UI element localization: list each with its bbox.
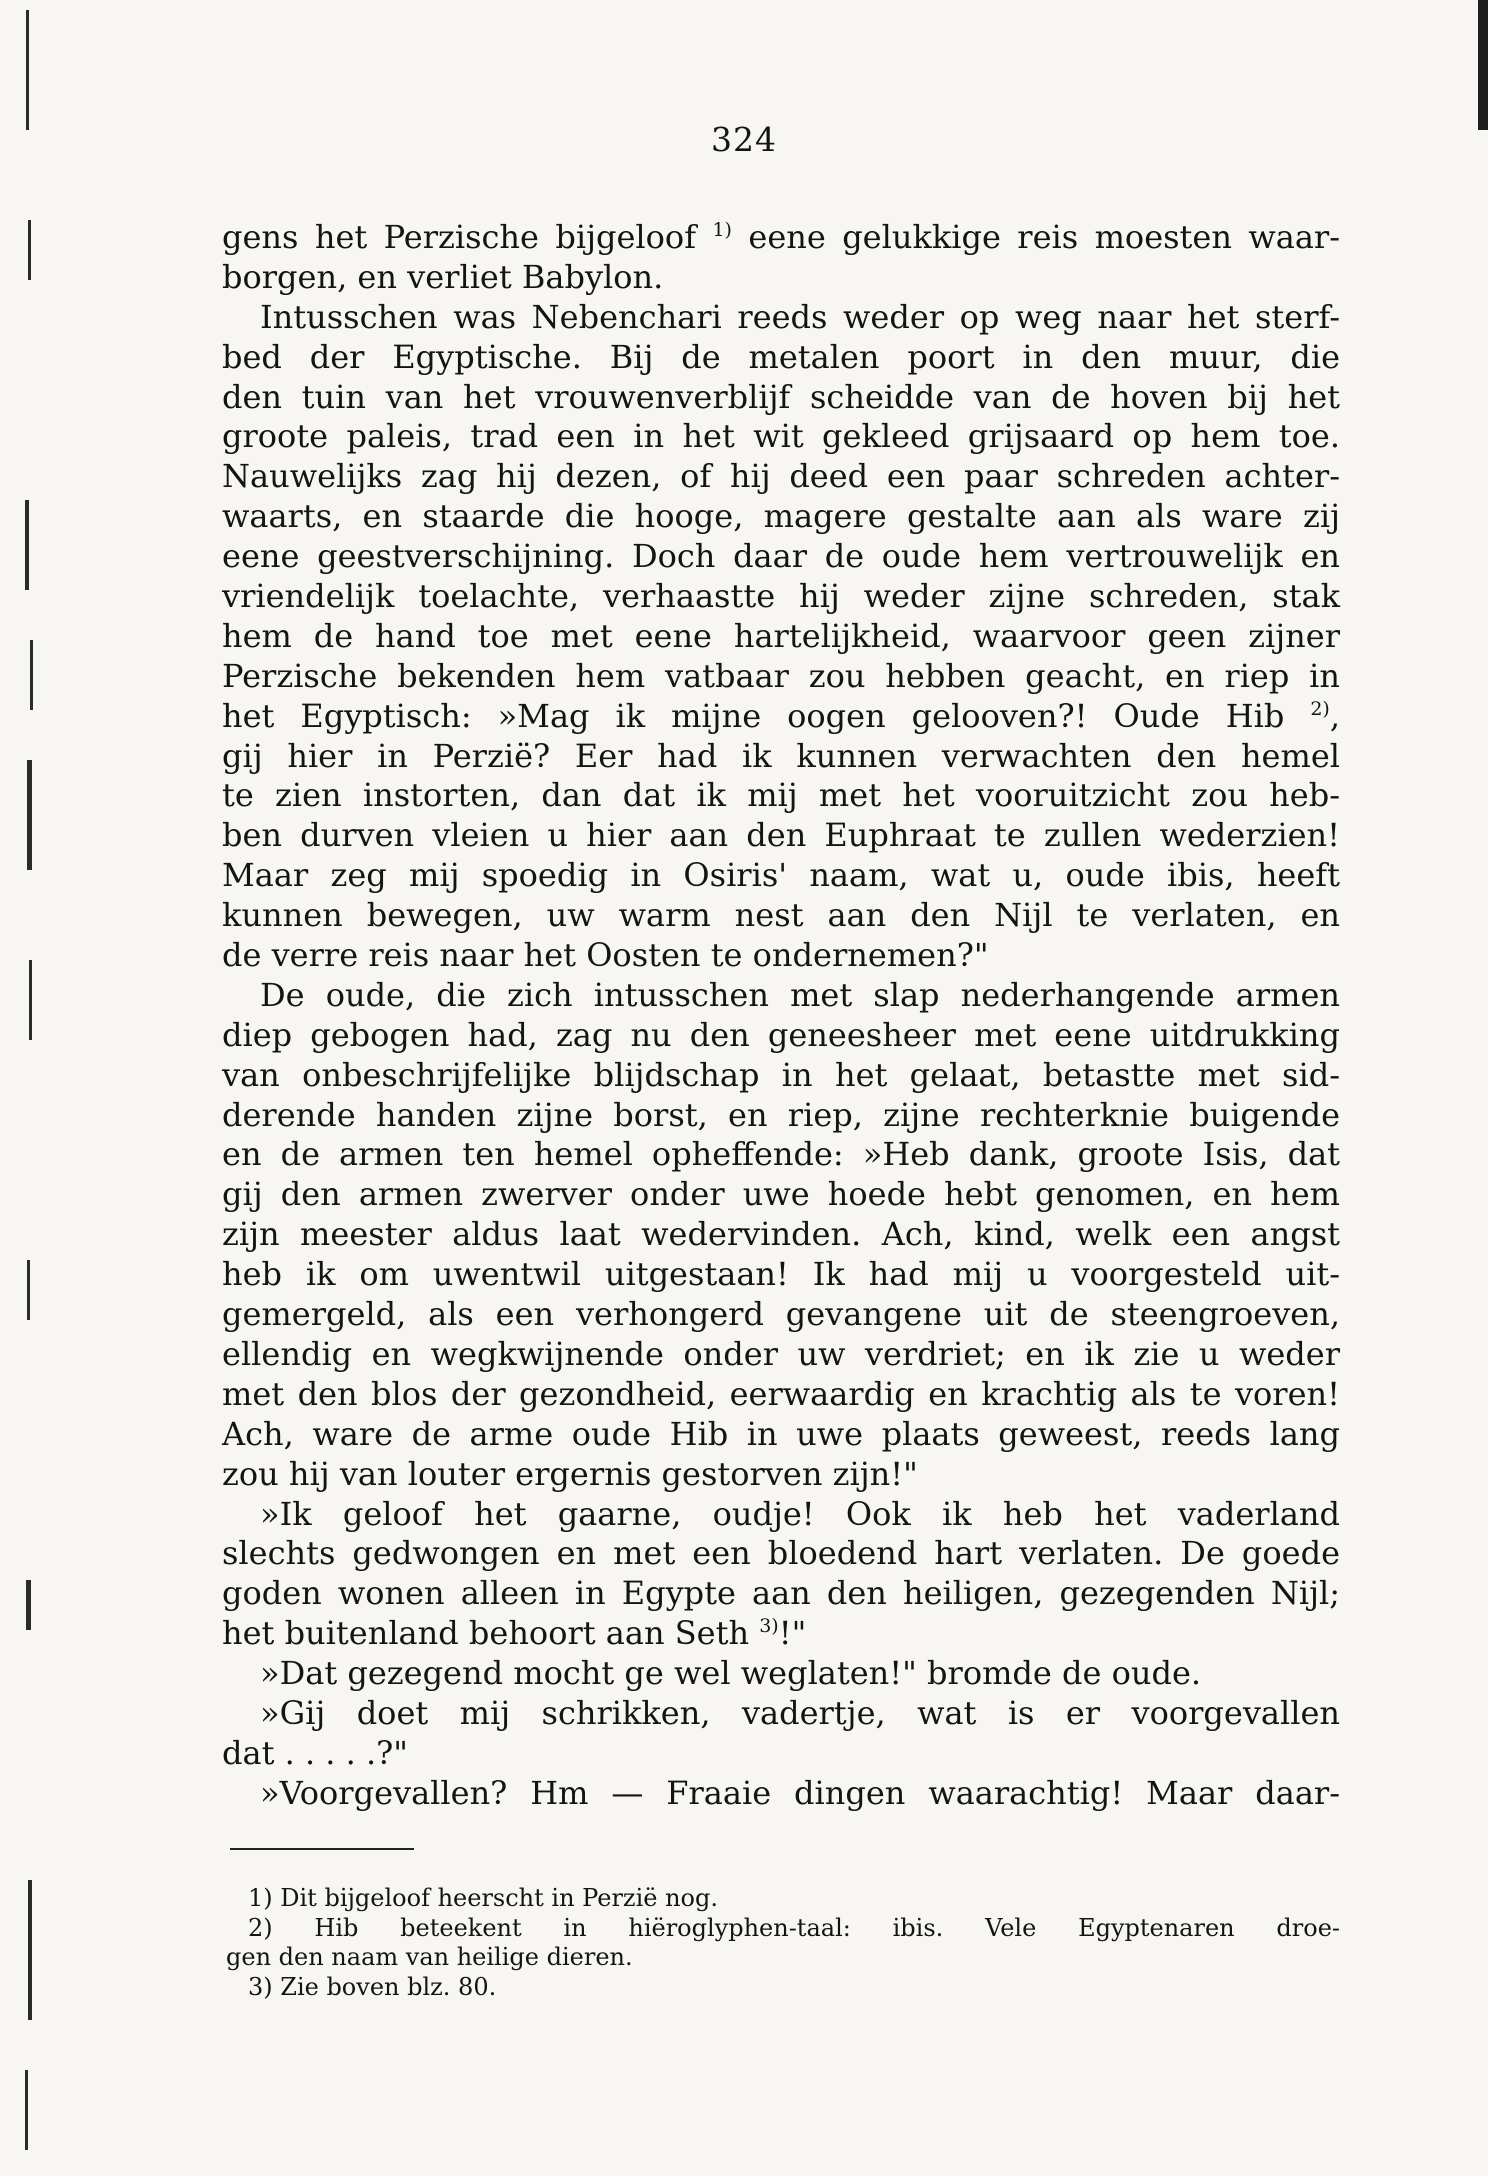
text-line: Perzische bekenden hem vatbaar zou hebben geacht, en riep in [222,656,1340,695]
text-line: ben durven vleien u hier aan den Euphraat te zullen wederzien! [222,816,1340,855]
footnote-1: 1) Dit bijgeloof heerscht in Perzië nog. [248,1884,718,1912]
text-line: Maar zeg mij spoedig in Osiris' naam, wat u, oude ibis, heeft [222,856,1340,895]
text-line: eene geestverschijning. Doch daar de oude hem vertrouwelijk en [222,537,1340,576]
text-line: slechts gedwongen en met een bloedend hart verlaten. De goede [222,1534,1340,1573]
text-line: ellendig en wegkwijnende onder uw verdriet; en ik zie u weder [222,1334,1340,1373]
footnote-2-continued: gen den naam van heilige dieren. [226,1943,633,1971]
text-line: heb ik om uwentwil uitgestaan! Ik had mij u voorgesteld uit- [222,1255,1340,1294]
text-line: Intusschen was Nebenchari reeds weder op weg naar het sterf- [260,297,1340,336]
text-line: bed der Egyptische. Bij de metalen poort in den muur, die [222,337,1340,376]
text-line: gij hier in Perzië? Eer had ik kunnen verwachten den hemel [222,736,1340,775]
text-line: groote paleis, trad een in het wit gekleed grijsaard op hem toe. [222,417,1340,456]
text-line: »Gij doet mij schrikken, vadertje, wat is er voorgevallen [260,1693,1340,1732]
body-text [222,218,1340,1814]
text-line: te zien instorten, dan dat ik mij met het vooruitzicht zou heb- [222,776,1340,815]
text-line: gemergeld, als een verhongerd gevangene uit de steengroeven, [222,1295,1340,1334]
text-line: »Voorgevallen? Hm — Fraaie dingen waarachtig! Maar daar- [260,1773,1340,1812]
text-line: De oude, die zich intusschen met slap nederhangende armen [260,975,1340,1014]
text-line: borgen, en verliet Babylon. [222,257,664,296]
text-line: gij den armen zwerver onder uwe hoede hebt genomen, en hem [222,1175,1340,1214]
text-line: zou hij van louter ergernis gestorven zijn!" [222,1454,918,1493]
footnote-ref-3: 3) [759,1615,779,1638]
text-line: vriendelijk toelachte, verhaastte hij weder zijne schreden, stak [222,577,1340,616]
text-line: gens het Perzische bijgeloof $^{1)}$ eene gelukkige reis moesten waar- [222,218,1341,256]
footnote-ref-1: 1) [712,219,732,241]
scan-edge-right [1474,0,1488,130]
text-line: het Egyptisch: »Mag ik mijne oogen gelooven?! Oude Hib $^{2)}$, [222,696,1341,735]
footnote-ref-2: 2) [1310,697,1330,720]
scan-edge-left [22,0,36,2176]
text-line: met den blos der gezondheid, eerwaardig en krachtig als te voren! [222,1374,1340,1413]
footnotes [226,1884,1340,2002]
text-line: derende handen zijne borst, en riep, zijne rechterknie buigende [222,1095,1340,1134]
footnote-2: 2) Hib beteekent in hiëroglyphen-taal: ibis. Vele Egyptenaren droe- [248,1913,1340,1942]
text-line: »Dat gezegend mocht ge wel weglaten!" bromde de oude. [260,1654,1202,1693]
text-line: dat . . . . .?" [222,1733,409,1772]
text-line: goden wonen alleen in Egypte aan den heiligen, gezegenden Nijl; [222,1574,1340,1613]
text-line: »Ik geloof het gaarne, oudje! Ook ik heb het vaderland [260,1494,1340,1533]
text-line: Nauwelijks zag hij dezen, of hij deed een paar schreden achter- [222,457,1340,496]
text-line: Ach, ware de arme oude Hib in uwe plaats geweest, reeds lang [222,1414,1340,1453]
text-line: hem de hand toe met eene hartelijkheid, waarvoor geen zijner [222,616,1340,655]
page-number: 324 [711,120,777,159]
text-line: zijn meester aldus laat wedervinden. Ach, kind, welk een angst [222,1215,1340,1254]
footnote-3: 3) Zie boven blz. 80. [248,1972,497,2001]
text-line: van onbeschrijfelijke blijdschap in het gelaat, betastte met sid- [222,1055,1340,1094]
footnote-divider [230,1848,414,1850]
text-line: waarts, en staarde die hooge, magere gestalte aan als ware zij [222,497,1340,536]
text-line: kunnen bewegen, uw warm nest aan den Nijl te verlaten, en [222,896,1340,935]
text-line: den tuin van het vrouwenverblijf scheidde van de hoven bij het [222,377,1340,416]
text-line: diep gebogen had, zag nu den geneesheer met eene uitdrukking [222,1015,1340,1054]
text-line: het buitenland behoort aan Seth $^{3)}$!" [222,1614,807,1653]
text-line: en de armen ten hemel opheffende: »Heb dank, groote Isis, dat [222,1135,1340,1174]
text-line: de verre reis naar het Oosten te ondernemen?" [222,936,989,975]
